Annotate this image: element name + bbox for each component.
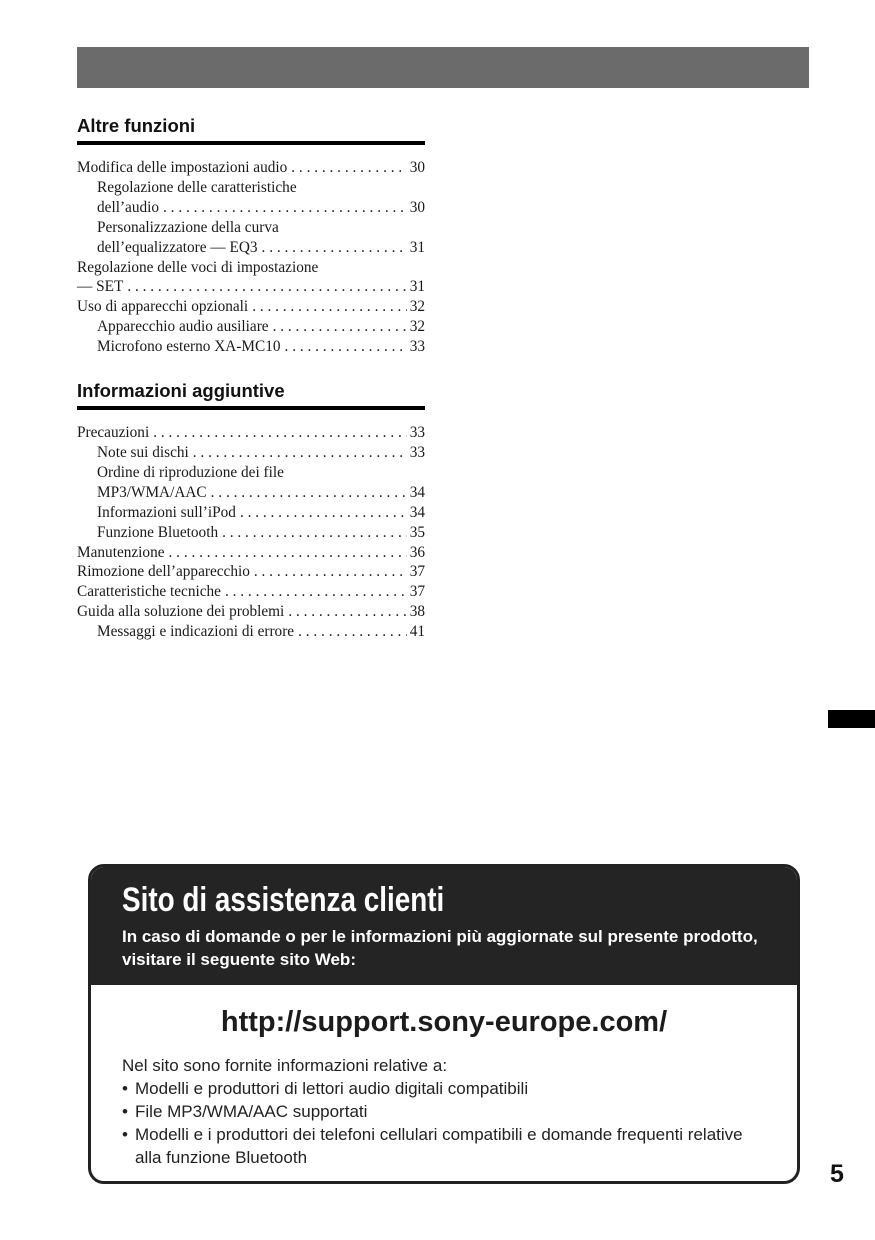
- dot-leader: [254, 562, 407, 582]
- toc-page-number: 31: [409, 278, 425, 296]
- dot-leader: [225, 582, 407, 602]
- section-tab-marker: [828, 710, 875, 728]
- support-title: Sito di assistenza clienti: [122, 881, 445, 919]
- dot-leader: [252, 297, 407, 317]
- toc-entry-line: [97, 622, 425, 642]
- table-of-contents: [77, 114, 425, 642]
- dot-leader: [153, 423, 406, 443]
- toc-entry[interactable]: [77, 158, 425, 178]
- toc-entry-title: Regolazione delle caratteristiche: [97, 178, 297, 196]
- section-title: Altre funzioni: [77, 114, 425, 145]
- toc-section-altre-funzioni: [77, 114, 425, 357]
- toc-entry[interactable]: [77, 423, 425, 443]
- support-bullet: • File MP3/WMA/AAC supportati: [122, 1100, 762, 1123]
- toc-entry-line: [77, 582, 425, 602]
- toc-entry-title: Precauzioni: [77, 424, 150, 442]
- toc-entry-title-continued: — SET: [77, 278, 124, 296]
- toc-page-number: 32: [409, 298, 425, 316]
- support-bullet: • Modelli e produttori di lettori audio digitali compatibili: [122, 1077, 762, 1100]
- toc-entry-title-continued: dell’equalizzatore — EQ3: [97, 238, 258, 256]
- dot-leader: [193, 443, 407, 463]
- dot-leader: [291, 158, 406, 178]
- toc-entry[interactable]: [77, 297, 425, 317]
- toc-entry-title: Personalizzazione della curva: [97, 218, 279, 236]
- toc-list: [77, 423, 425, 642]
- toc-entry-title-continued: MP3/WMA/AAC: [97, 483, 207, 501]
- toc-entry-line: [77, 423, 425, 443]
- toc-page-number: 33: [409, 338, 425, 356]
- toc-entry-title: Note sui dischi: [97, 443, 189, 461]
- dot-leader: [240, 503, 407, 523]
- toc-entry-line: [97, 523, 425, 543]
- toc-page-number: 33: [409, 443, 425, 461]
- toc-page-number: 30: [409, 198, 425, 216]
- toc-entry[interactable]: [77, 258, 425, 298]
- dot-leader: [211, 483, 407, 503]
- dot-leader: [222, 523, 407, 543]
- toc-entry[interactable]: [77, 562, 425, 582]
- toc-page-number: 37: [409, 563, 425, 581]
- toc-entry-title: Modifica delle impostazioni audio: [77, 159, 288, 176]
- dot-leader: [298, 622, 407, 642]
- dot-leader: [163, 198, 407, 218]
- toc-entry-title: Manutenzione: [77, 543, 165, 561]
- toc-entry-line: [77, 158, 425, 178]
- toc-entry[interactable]: [77, 218, 425, 258]
- toc-entry[interactable]: [77, 443, 425, 463]
- toc-entry-line: [97, 483, 425, 503]
- support-lead: Nel sito sono fornite informazioni relative a:: [122, 1056, 448, 1075]
- support-site-box: [88, 864, 800, 1184]
- toc-page-number: 41: [409, 623, 425, 641]
- toc-entry-line: [97, 317, 425, 337]
- support-intro: In caso di domande o per le informazioni più aggiornate sul presente prodotto, visitare il seguente sito Web:: [122, 927, 758, 969]
- toc-entry-line: [97, 503, 425, 523]
- toc-entry[interactable]: [77, 543, 425, 563]
- toc-entry-title: Microfono esterno XA-MC10: [97, 338, 281, 356]
- toc-entry-title: Rimozione dell’apparecchio: [77, 563, 250, 581]
- toc-entry[interactable]: [77, 622, 425, 642]
- toc-entry-title: Informazioni sull’iPod: [97, 503, 236, 521]
- toc-page-number: 37: [409, 583, 425, 601]
- toc-list: [77, 158, 425, 357]
- toc-entry[interactable]: [77, 582, 425, 602]
- toc-page-number: 30: [409, 159, 425, 176]
- toc-entry-title-continued: dell’audio: [97, 198, 160, 216]
- toc-page-number: 32: [409, 318, 425, 336]
- toc-entry[interactable]: [77, 178, 425, 218]
- toc-entry-title: Funzione Bluetooth: [97, 523, 219, 541]
- toc-entry-line: [77, 602, 425, 622]
- dot-leader: [288, 602, 406, 622]
- toc-page-number: 35: [409, 523, 425, 541]
- toc-entry[interactable]: [77, 463, 425, 503]
- toc-entry[interactable]: [77, 317, 425, 337]
- toc-entry-line: [77, 562, 425, 582]
- toc-entry-title: Regolazione delle voci di impostazione: [77, 258, 319, 276]
- toc-entry-line: [97, 443, 425, 463]
- support-header: [91, 867, 797, 985]
- toc-entry-title: Guida alla soluzione dei problemi: [77, 603, 285, 621]
- dot-leader: [273, 317, 407, 337]
- toc-entry[interactable]: [77, 503, 425, 523]
- toc-entry[interactable]: [77, 337, 425, 357]
- support-bullet-list: [122, 1077, 762, 1169]
- toc-page-number: 33: [409, 424, 425, 442]
- toc-entry-title: Uso di apparecchi opzionali: [77, 298, 249, 316]
- toc-page-number: 38: [409, 603, 425, 621]
- support-bullet: • Modelli e i produttori dei telefoni cellulari compatibili e domande frequenti relative alla funzione Bluetooth: [122, 1123, 762, 1169]
- toc-entry-line: [97, 238, 425, 258]
- header-bar: [77, 47, 809, 88]
- toc-page-number: 34: [409, 503, 425, 521]
- toc-entry-title: Apparecchio audio ausiliare: [97, 318, 269, 336]
- toc-entry-title: Messaggi e indicazioni di errore: [97, 623, 295, 641]
- dot-leader: [169, 543, 407, 563]
- toc-page-number: 36: [409, 543, 425, 561]
- toc-entry-line: [77, 297, 425, 317]
- toc-section-informazioni-aggiuntive: [77, 379, 425, 642]
- toc-page-number: 31: [409, 238, 425, 256]
- dot-leader: [285, 337, 407, 357]
- toc-entry-title: Caratteristiche tecniche: [77, 583, 221, 601]
- toc-entry[interactable]: [77, 523, 425, 543]
- dot-leader: [127, 277, 406, 297]
- page-number: 5: [830, 1160, 844, 1188]
- toc-entry[interactable]: [77, 602, 425, 622]
- dot-leader: [262, 238, 407, 258]
- toc-entry-line: [77, 543, 425, 563]
- toc-page-number: 34: [409, 483, 425, 501]
- toc-entry-line: [97, 198, 425, 218]
- toc-entry-line: [77, 277, 425, 297]
- support-url-link[interactable]: http://support.sony-europe.com/: [220, 1006, 668, 1038]
- section-title: Informazioni aggiuntive: [77, 379, 425, 410]
- toc-entry-line: [97, 337, 425, 357]
- toc-entry-title: Ordine di riproduzione dei file: [97, 463, 284, 481]
